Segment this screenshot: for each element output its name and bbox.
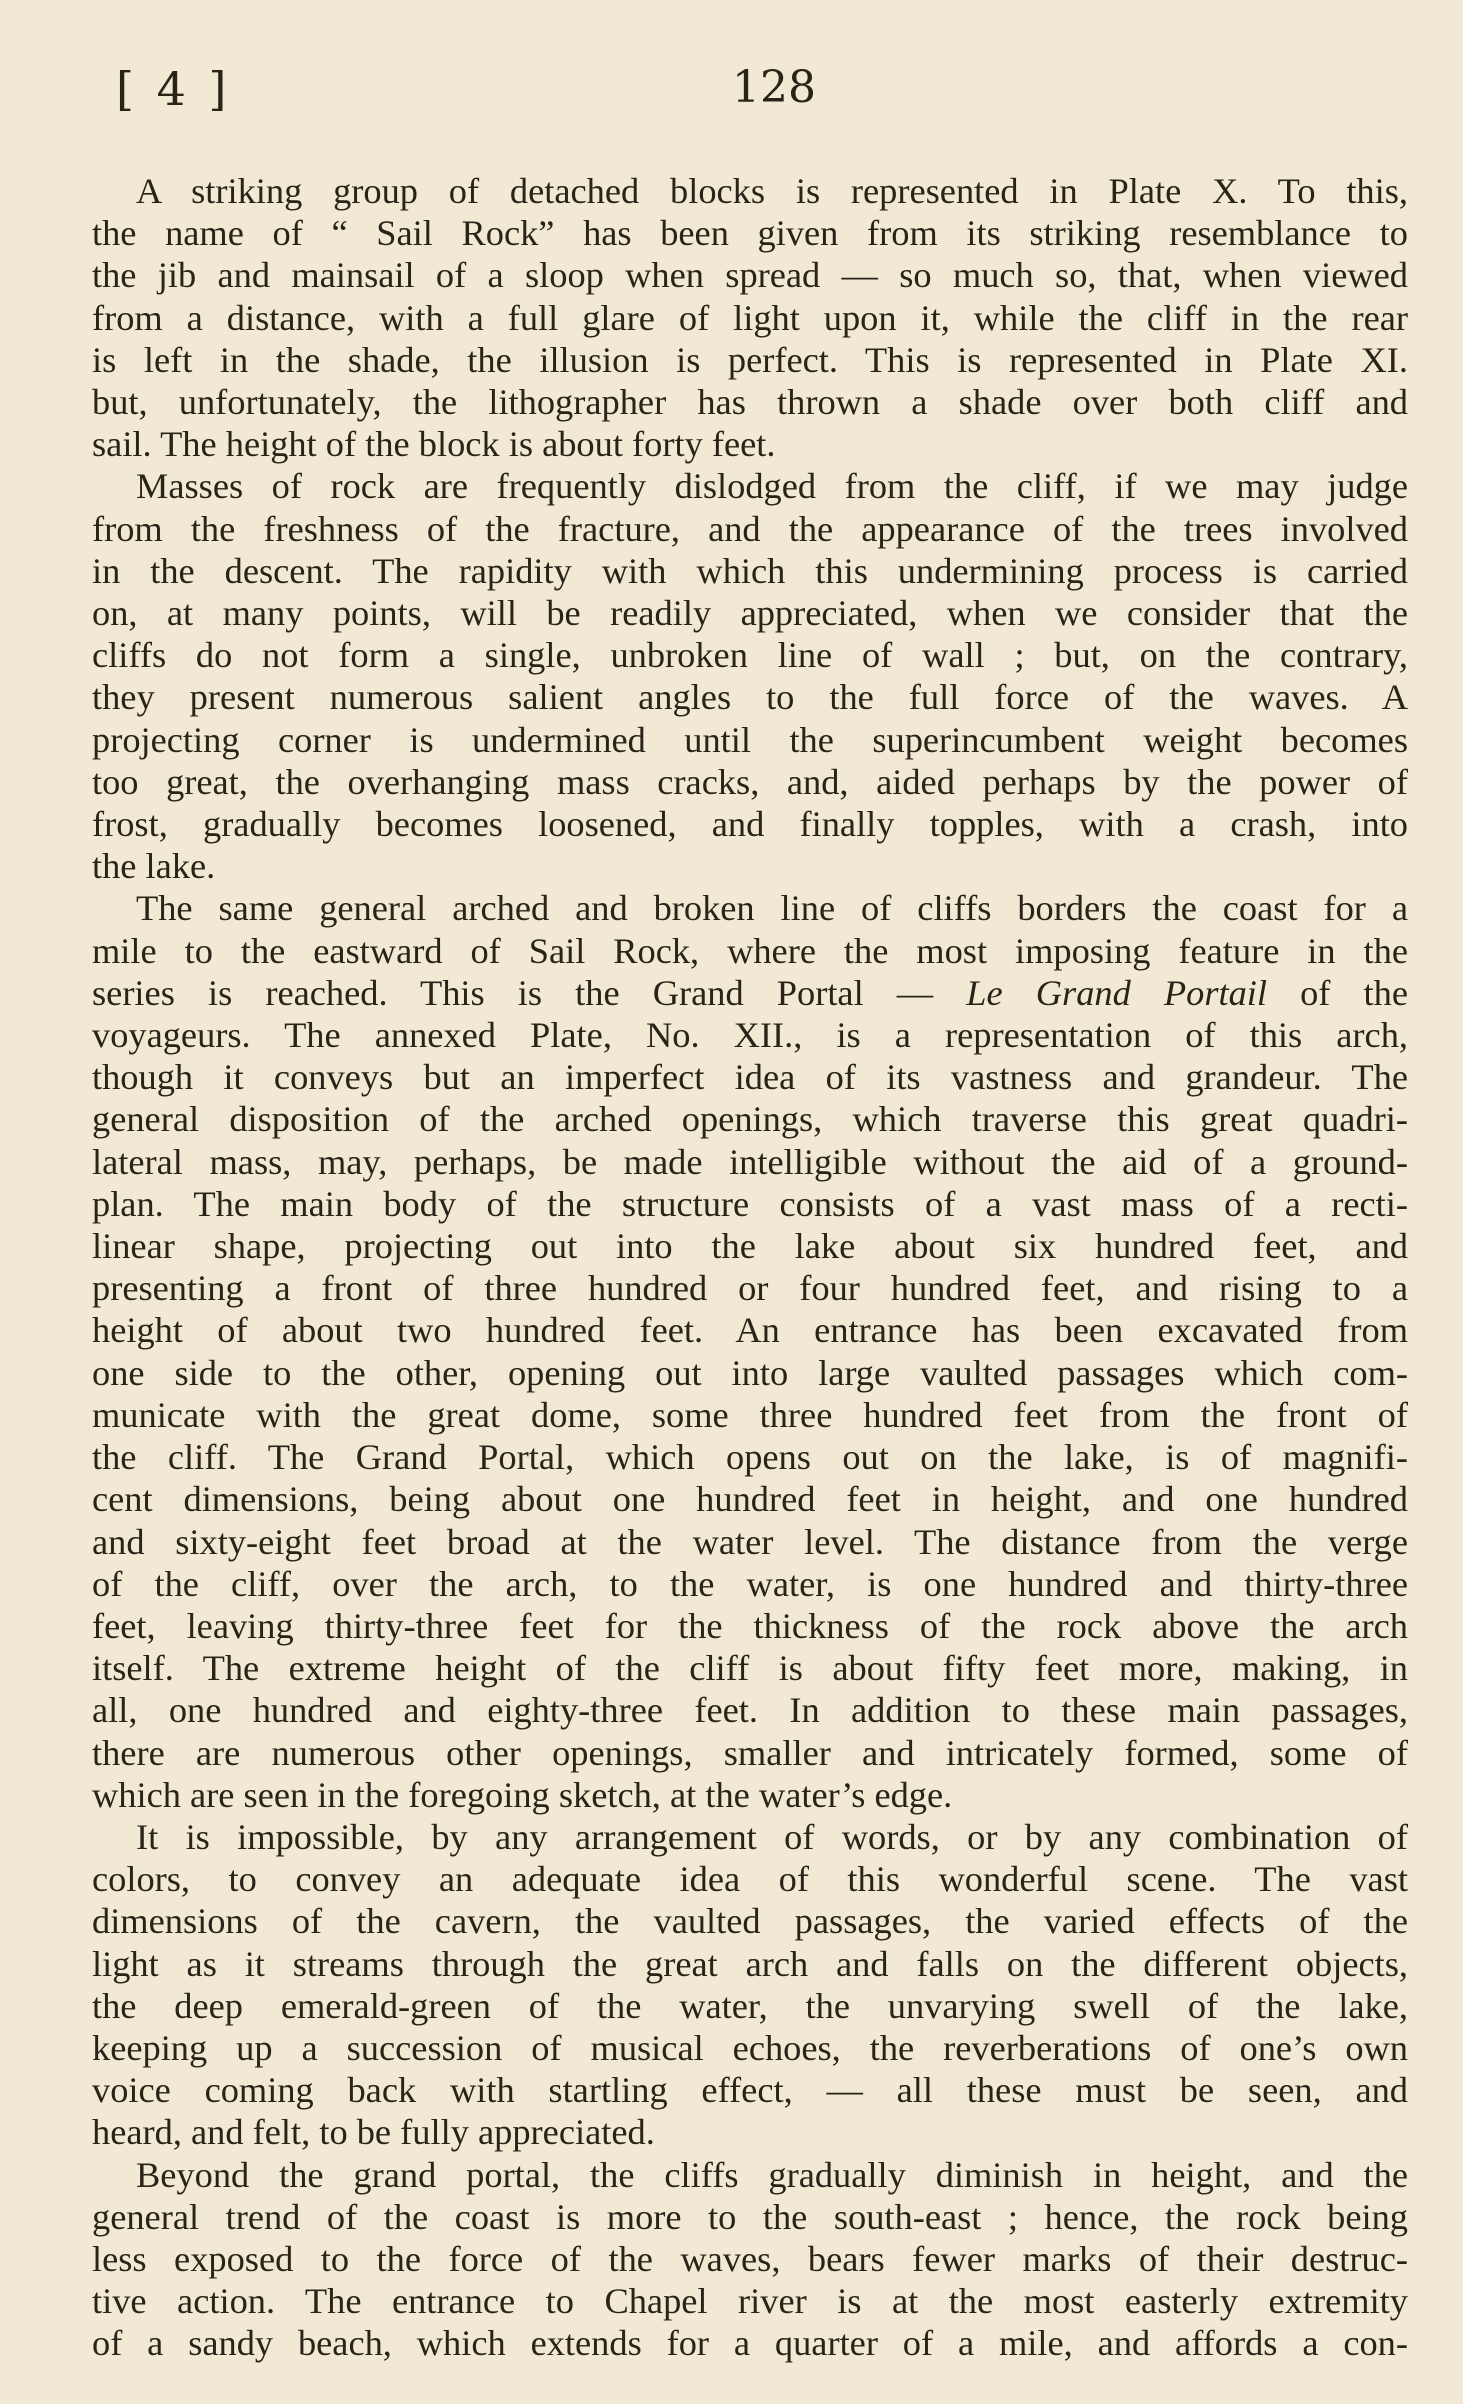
text-line: there are numerous other openings, smaller and intricately formed, some of	[92, 1732, 1408, 1773]
text-line: of the cliff, over the arch, to the water, is one hundred and thirty-three	[92, 1563, 1408, 1604]
text-line: feet, leaving thirty-three feet for the thickness of the rock above the arch	[92, 1605, 1408, 1646]
text-line: Beyond the grand portal, the cliffs gradually diminish in height, and the	[136, 2154, 1408, 2195]
text-line: the name of “ Sail Rock” has been given from its striking resemblance to	[92, 213, 1408, 254]
text-line: Masses of rock are frequently dislodged from the cliff, if we may judge	[136, 466, 1408, 507]
text-line: linear shape, projecting out into the lake about six hundred feet, and	[92, 1226, 1408, 1267]
page-number: 128	[732, 62, 816, 113]
text-line: itself. The extreme height of the cliff is about fifty feet more, making, in	[92, 1648, 1408, 1689]
italic-phrase: Le Grand Portail	[966, 972, 1268, 1013]
text-line: the jib and mainsail of a sloop when spread — so much so, that, when viewed	[92, 255, 1408, 296]
text-line: but, unfortunately, the lithographer has thrown a shade over both cliff and	[92, 382, 1408, 423]
text-line: It is impossible, by any arrangement of words, or by any combination of	[136, 1816, 1408, 1857]
page-header	[92, 62, 1412, 132]
text-line: one side to the other, opening out into large vaulted passages which com-	[92, 1352, 1408, 1393]
text-line: colors, to convey an adequate idea of this wonderful scene. The vast	[92, 1859, 1408, 1900]
paragraph-beyond-the-portal	[92, 2154, 1408, 2365]
paragraph-impossible-to-convey	[92, 1816, 1408, 2154]
text-segment: of the	[1267, 972, 1408, 1013]
text-line: the cliff. The Grand Portal, which opens out on the lake, is of magnifi-	[92, 1437, 1408, 1478]
text-line: cliffs do not form a single, unbroken line of wall ; but, on the contrary,	[92, 635, 1408, 676]
text-line: on, at many points, will be readily appreciated, when we consider that the	[92, 593, 1408, 634]
text-line: municate with the great dome, some three hundred feet from the front of	[92, 1394, 1408, 1435]
text-line: all, one hundred and eighty-three feet. In addition to these main passages,	[92, 1690, 1408, 1731]
text-line: dimensions of the cavern, the vaulted passages, the varied effects of the	[92, 1901, 1408, 1942]
text-line: height of about two hundred feet. An entrance has been excavated from	[92, 1310, 1408, 1351]
text-line: sail. The height of the block is about forty feet.	[92, 424, 776, 465]
text-line: less exposed to the force of the waves, bears fewer marks of their destruc-	[92, 2238, 1408, 2279]
text-line: and sixty-eight feet broad at the water level. The distance from the verge	[92, 1521, 1408, 1562]
text-line: projecting corner is undermined until the superincumbent weight becomes	[92, 719, 1408, 760]
paragraph-sail-rock	[92, 170, 1408, 465]
text-line: presenting a front of three hundred or four hundred feet, and rising to a	[92, 1268, 1408, 1309]
text-line: keeping up a succession of musical echoes, the reverberations of one’s own	[92, 2027, 1408, 2068]
paragraph-grand-portal	[92, 887, 1408, 1815]
text-line: from the freshness of the fracture, and the appearance of the trees involved	[92, 508, 1408, 549]
text-line: The same general arched and broken line of cliffs borders the coast for a	[136, 888, 1408, 929]
text-line: voyageurs. The annexed Plate, No. XII., is a representation of this arch,	[92, 1015, 1408, 1056]
text-line: plan. The main body of the structure consists of a vast mass of a recti-	[92, 1183, 1408, 1224]
text-line: from a distance, with a full glare of light upon it, while the cliff in the rear	[92, 297, 1408, 338]
text-line-with-italic	[92, 972, 1408, 1014]
paragraph-masses-of-rock	[92, 465, 1408, 887]
text-line: they present numerous salient angles to the full force of the waves. A	[92, 677, 1408, 718]
text-line: of a sandy beach, which extends for a quarter of a mile, and affords a con-	[92, 2323, 1408, 2364]
text-segment: series is reached. This is the Grand Portal —	[92, 972, 967, 1013]
text-line: which are seen in the foregoing sketch, at the water’s edge.	[92, 1774, 953, 1815]
body-text	[92, 170, 1408, 2365]
text-line: frost, gradually becomes loosened, and finally topples, with a crash, into	[92, 804, 1408, 845]
text-line: in the descent. The rapidity with which this undermining process is carried	[92, 550, 1408, 591]
text-line: the lake.	[92, 846, 216, 887]
text-line: voice coming back with startling effect, — all these must be seen, and	[92, 2070, 1408, 2111]
text-line: mile to the eastward of Sail Rock, where the most imposing feature in the	[92, 930, 1408, 971]
text-line: though it conveys but an imperfect idea of its vastness and grandeur. The	[92, 1057, 1408, 1098]
text-line: too great, the overhanging mass cracks, and, aided perhaps by the power of	[92, 761, 1408, 802]
text-line: tive action. The entrance to Chapel river is at the most easterly extremity	[92, 2281, 1408, 2322]
signature-mark: [ 4 ]	[116, 62, 231, 116]
text-line: light as it streams through the great arch and falls on the different objects,	[92, 1943, 1408, 1984]
text-line: heard, and felt, to be fully appreciated.	[92, 2112, 655, 2153]
text-line: cent dimensions, being about one hundred feet in height, and one hundred	[92, 1479, 1408, 1520]
text-line: A striking group of detached blocks is represented in Plate X. To this,	[136, 171, 1408, 211]
text-line: the deep emerald-green of the water, the unvarying swell of the lake,	[92, 1985, 1408, 2026]
text-line: lateral mass, may, perhaps, be made intelligible without the aid of a ground-	[92, 1141, 1408, 1182]
text-line: is left in the shade, the illusion is perfect. This is represented in Plate XI.	[92, 339, 1408, 380]
text-line: general disposition of the arched openings, which traverse this great quadri-	[92, 1099, 1408, 1140]
text-line: general trend of the coast is more to the south-east ; hence, the rock being	[92, 2196, 1408, 2237]
